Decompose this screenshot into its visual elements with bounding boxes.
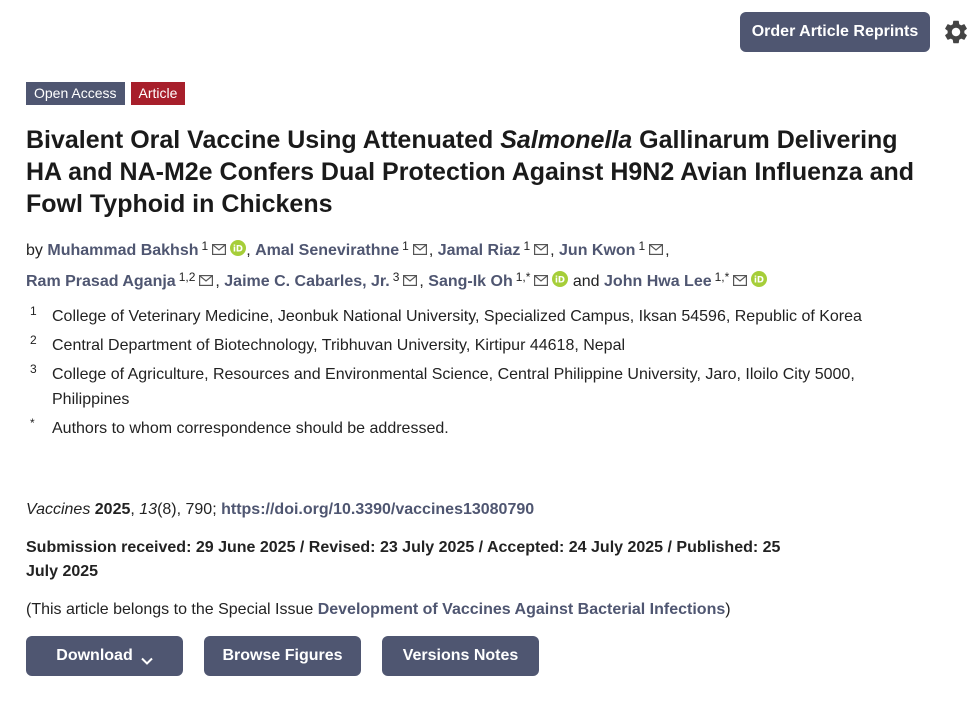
- citation-line: Vaccines 2025, 13(8), 790; https://doi.org/10.3390/vaccines13080790: [26, 501, 535, 518]
- author-link[interactable]: Jaime C. Cabarles, Jr.: [224, 273, 390, 290]
- author-link[interactable]: Ram Prasad Aganja: [26, 273, 176, 290]
- orcid-icon[interactable]: [751, 269, 767, 285]
- author-link[interactable]: Muhammad Bakhsh: [47, 242, 199, 259]
- affiliation-item: * Authors to whom correspondence should be addressed.: [30, 416, 449, 437]
- article-type-badge: Article: [131, 82, 186, 105]
- affiliation-item: 3 College of Agriculture, Resources and Environmental Science, Central Philippine University, Jaro, Iloilo City 5000, Philippines: [30, 362, 855, 408]
- author-link[interactable]: Jamal Riaz: [437, 242, 521, 259]
- article-actions: [26, 636, 539, 676]
- article-badges: [26, 82, 185, 105]
- author-list: by Muhammad Bakhsh $^1$ iD , Amal Senevirathne $^1$ , Jamal Riaz $^1$ , Jun Kwon $^1$ , Ram Prasad Aganja $^{1,2}$ , Jaime C. Cabarles, Jr. $^3$ , Sang-Ik Oh $^{1,*}$ iD and John Hwa Lee $^{1,*}$ iD: [26, 233, 926, 295]
- special-issue-link[interactable]: Development of Vaccines Against Bacterial Infections: [317, 601, 726, 618]
- orcid-icon[interactable]: [230, 238, 246, 254]
- email-icon[interactable]: [733, 268, 747, 279]
- author-link[interactable]: Amal Senevirathne: [255, 242, 400, 259]
- svg-text:iD: iD: [233, 244, 244, 255]
- svg-text:iD: iD: [555, 275, 566, 286]
- email-icon[interactable]: [212, 237, 226, 248]
- email-icon[interactable]: [534, 237, 548, 248]
- order-reprints-button[interactable]: Order Article Reprints: [740, 12, 930, 52]
- orcid-icon[interactable]: [552, 269, 568, 285]
- svg-text:iD: iD: [754, 275, 765, 286]
- open-access-badge[interactable]: Open Access: [26, 82, 125, 105]
- publication-dates: Submission received: 29 June 2025 / Revised: 23 July 2025 / Accepted: 24 July 2025 / Published: 25 July 2025: [26, 539, 781, 580]
- special-issue-note: (This article belongs to the Special Issue Development of Vaccines Against Bacterial Infections): [26, 601, 731, 618]
- download-button[interactable]: Download: [26, 636, 183, 676]
- email-icon[interactable]: [649, 237, 663, 248]
- email-icon[interactable]: [199, 268, 213, 279]
- affiliation-item: 1 College of Veterinary Medicine, Jeonbuk National University, Specialized Campus, Iksan 54596, Republic of Korea: [30, 304, 862, 325]
- affiliations-list: [30, 304, 930, 445]
- gear-icon[interactable]: [942, 18, 970, 46]
- email-icon[interactable]: [534, 268, 548, 279]
- email-icon[interactable]: [413, 237, 427, 248]
- versions-notes-button[interactable]: Versions Notes: [382, 636, 539, 676]
- browse-figures-button[interactable]: Browse Figures: [204, 636, 361, 676]
- doi-link[interactable]: https://doi.org/10.3390/vaccines13080790: [221, 501, 535, 518]
- author-link[interactable]: Jun Kwon: [559, 242, 636, 259]
- top-toolbar: [740, 12, 970, 52]
- author-link[interactable]: Sang-Ik Oh: [428, 273, 513, 290]
- article-title: Bivalent Oral Vaccine Using Attenuated Salmonella Gallinarum Delivering HA and NA-M2e Confers Dual Protection Against H9N2 Avian Influenza and Fowl Typhoid in Chickens: [26, 126, 915, 218]
- author-link[interactable]: John Hwa Lee: [604, 273, 712, 290]
- affiliation-item: 2 Central Department of Biotechnology, Tribhuvan University, Kirtipur 44618, Nepal: [30, 333, 626, 354]
- chevron-down-icon: [141, 652, 153, 660]
- email-icon[interactable]: [403, 268, 417, 279]
